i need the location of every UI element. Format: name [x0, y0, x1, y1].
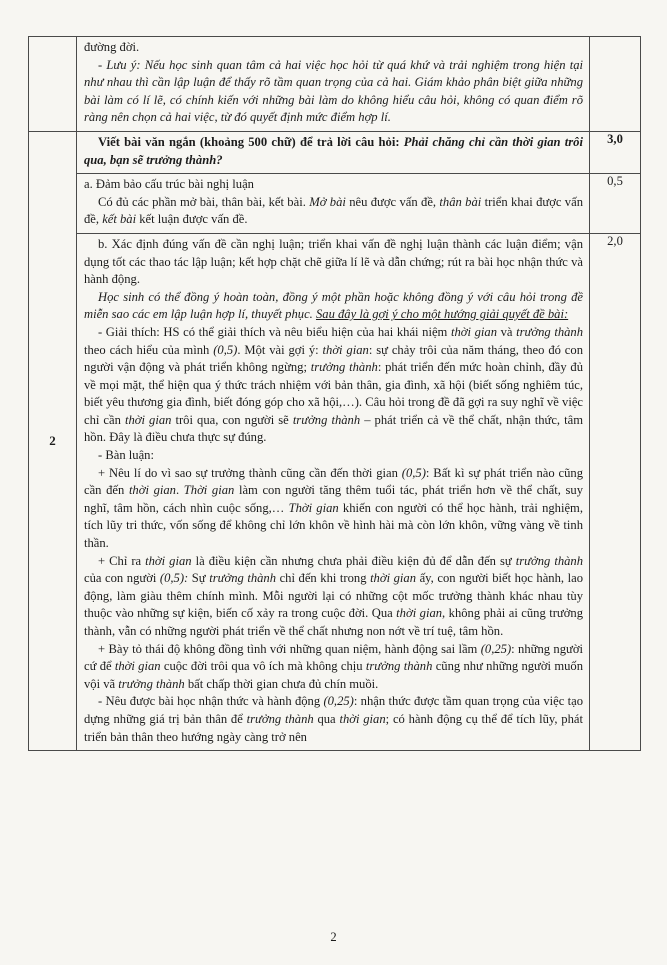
scoring-table	[28, 36, 641, 751]
explanation-paragraph: - Giải thích: HS có thể giải thích và nêu biểu hiện của hai khái niệm thời gian và trưởng thành theo cách hiểu của mình (0,5). Một vài gợi ý: thời gian: sự chảy trôi của năm tháng, theo đó con người vận động và phát triển không ngừng; trưởng thành: phát triển đến mức hoàn chỉnh, đầy đủ về mọi mặt, thể hiện qua ý thức trách nhiệm với bản thân, gia đình, xã hội (biết sống nghiêm túc, biết yêu thương gia đình, biết đóng góp cho xã hội,…). Câu hỏi trong đề đã gợi ra suy nghĩ về việc chỉ cần thời gian trôi qua, con người sẽ trưởng thành – phát triển cả về thể chất, nhận thức, tâm hồn. Đây là điều chưa thực sự đúng.	[84, 324, 584, 445]
table-row	[29, 233, 641, 750]
discussion-heading: - Bàn luận:	[98, 448, 154, 463]
note-text: - Lưu ý: Nếu học sinh quan tâm cả hai việc học hỏi từ quá khứ và trải nghiệm trong hiện tại như nhau thì cần lập luận để thấy rõ tầm quan trọng của cả hai. Giám khảo phân biệt giữa những bài làm có lí lẽ, có chính kiến với những bài làm do không hiểu câu hỏi, không có quan điểm rõ ràng nên chọn cả hai việc, từ đó quyết định mức điểm hợp lí.	[84, 57, 583, 125]
question-score: 3,0	[590, 131, 641, 173]
table-row	[29, 37, 641, 132]
page-number: 2	[330, 930, 337, 944]
criterion-a-heading: a. Đảm bảo cấu trúc bài nghị luận	[84, 177, 254, 192]
table-row	[29, 174, 641, 234]
criterion-a-score: 0,5	[590, 174, 641, 234]
criterion-b-score: 2,0	[590, 233, 641, 750]
table-row	[29, 131, 641, 173]
lesson-paragraph: - Nêu được bài học nhận thức và hành động (0,25): nhận thức được tầm quan trọng của việc tạo dựng những giá trị bản thân để trưởng thành qua thời gian; có hành động cụ thể để tích lũy, phát triển bản thân theo hướng ngày càng trở nên	[84, 694, 583, 744]
discussion-point-2: + Chỉ ra thời gian là điều kiện cần nhưng chưa phải điều kiện đủ để dẫn đến sự trưởng thành của con người (0,5): Sự trưởng thành chỉ đến khi trong thời gian ấy, con người biết học hành, lao động, làm giàu thêm chính mình. Mỗi người lại có những cột mốc trưởng thành khác nhau tùy thuộc vào những sự kiện, biến cố xảy ra trong cuộc đời. Qua thời gian, không phải ai cũng trưởng thành, vẫn có những người phát triển về thể chất nhưng non nớt về trí tuệ, tâm hồn.	[84, 553, 584, 638]
criterion-a-text: Có đủ các phần mở bài, thân bài, kết bài. Mở bài nêu được vấn đề, thân bài triển khai được vấn đề, kết bài kết luận được vấn đề.	[84, 194, 583, 227]
criterion-b-note: Học sinh có thể đồng ý hoàn toàn, đồng ý một phần hoặc không đồng ý với câu hỏi trong đề miễn sao các em lập luận hợp lí, thuyết phục. Sau đây là gợi ý cho một hướng giải quyết đề bài:	[84, 289, 583, 322]
discussion-point-3: + Bày tỏ thái độ không đồng tình với những quan niệm, hành động sai lầm (0,25): những người cứ để thời gian cuộc đời trôi qua vô ích mà không chịu trưởng thành cũng như những người muốn vội vã trưởng thành bất chấp thời gian chưa đủ chín muồi.	[84, 641, 584, 691]
question-prompt: Viết bài văn ngắn (khoảng 500 chữ) để trả lời câu hỏi: Phải chăng chỉ cần thời gian trôi qua, bạn sẽ trưởng thành?	[84, 134, 583, 167]
continuation-text: đường đời.	[84, 40, 140, 54]
discussion-point-1: + Nêu lí do vì sao sự trưởng thành cũng cần đến thời gian (0,5): Bất kì sự phát triển nào cũng cần đến thời gian. Thời gian làm con người tăng thêm tuổi tác, phát triển hơn về thể chất, suy nghĩ, tâm hồn, cách nhìn cuộc sống,… Thời gian khiến con người có thể học hành, trải nghiệm, tích lũy tri thức, vốn sống để không chỉ lớn khôn về hình hài mà còn lớn khôn, vững vàng về tinh thần.	[84, 465, 583, 551]
question-number: 2	[29, 131, 77, 750]
criterion-b-heading: b. Xác định đúng vấn đề cần nghị luận; triển khai vấn đề nghị luận thành các luận điểm; vận dụng tốt các thao tác lập luận; kết hợp chặt chẽ giữa lí lẽ và dẫn chứng; rút ra bài học nhận thức và hành động.	[84, 236, 583, 287]
